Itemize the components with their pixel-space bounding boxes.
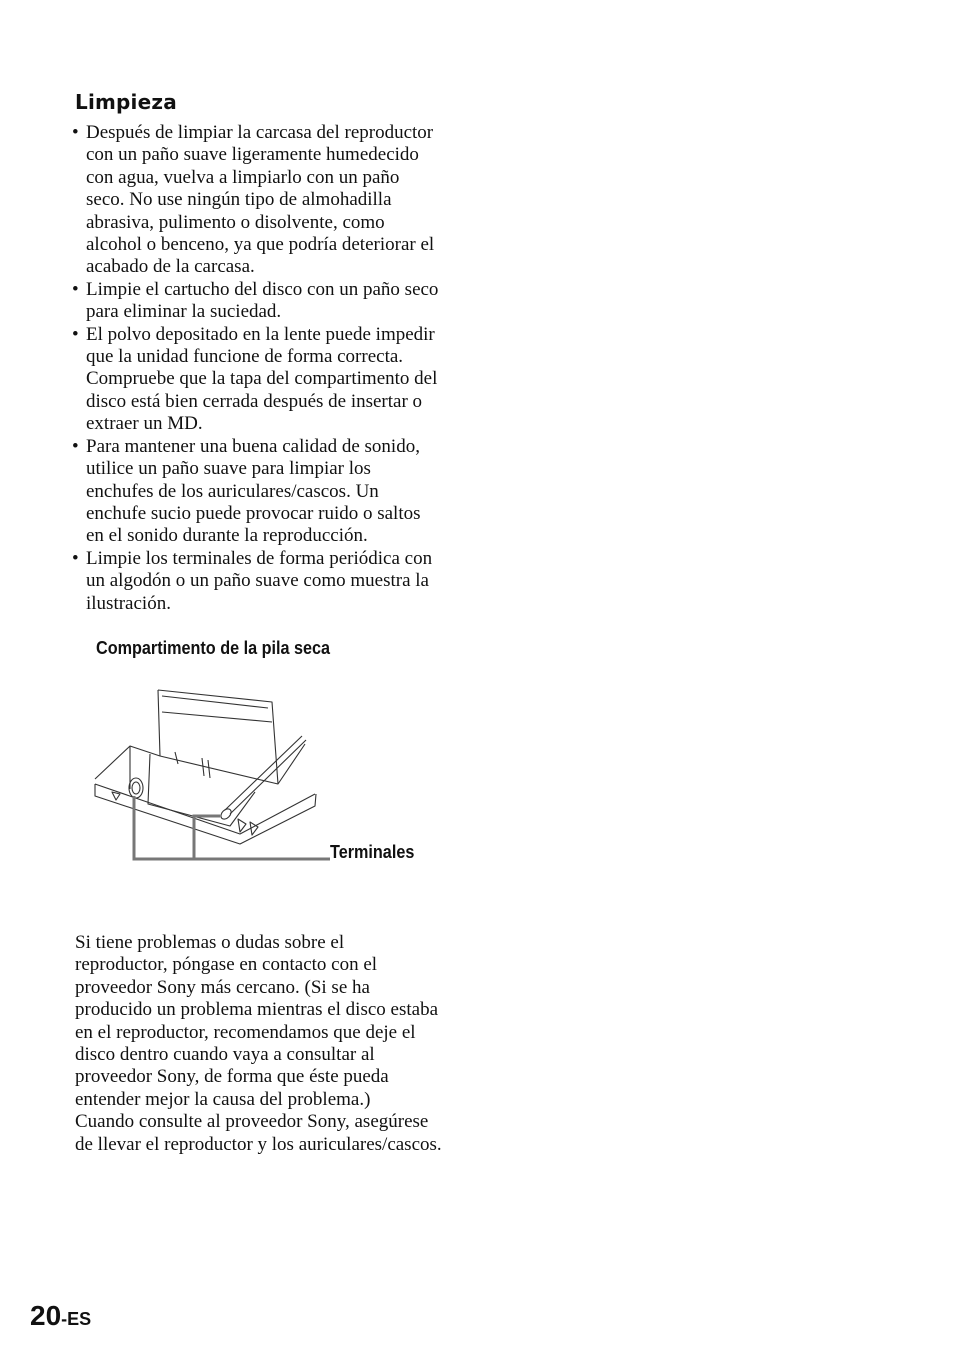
text-line: proveedor Sony, de forma que éste pueda (75, 1066, 389, 1088)
body-outline (95, 744, 316, 844)
text-line: extraer un MD. (86, 413, 203, 435)
page-language-suffix: -ES (61, 1309, 92, 1329)
bullet-item: • Limpie el cartucho del disco con un paño seco para eliminar la suciedad. (72, 279, 457, 324)
page-number-value: 20 (30, 1300, 62, 1331)
text-line: de llevar el reproductor y los auriculares/cascos. (75, 1133, 442, 1155)
text-line: en el reproductor, recomendamos que deje el (75, 1021, 416, 1043)
text-line: seco. No use ningún tipo de almohadilla (86, 189, 392, 211)
bullet-item: • El polvo depositado en la lente puede impedir que la unidad funcione de forma correcta. Compruebe que la tapa del compartimento del disco está bien cerrada después de insertar o extraer un MD. (72, 324, 457, 436)
text-line: con un paño suave ligeramente humedecido (86, 144, 419, 166)
text-line: reproductor, póngase en contacto con el (75, 954, 378, 976)
bullet-item: • Limpie los terminales de forma periódica con un algodón o un paño suave como muestra la ilustración. (72, 548, 457, 615)
page-number (30, 1300, 91, 1332)
bullet-item: • Después de limpiar la carcasa del reproductor con un paño suave ligeramente humedecido con agua, vuelva a limpiarlo con un paño seco. No use ningún tipo de almohadilla abrasiva, pulimento o disolvente, como alcohol o benceno, ya que podría deteriorar el acabado de la carcasa. (72, 122, 457, 279)
arrow-icon (238, 819, 258, 835)
text-line: Cuando consulte al proveedor Sony, asegúrese (75, 1111, 429, 1133)
text-line: producido un problema mientras el disco estaba (75, 999, 439, 1021)
text-line: en el sonido durante la reproducción. (86, 525, 368, 547)
text-line: alcohol o benceno, ya que podría deteriorar el (86, 234, 435, 256)
section-heading: Limpieza (75, 90, 177, 114)
text-line: Después de limpiar la carcasa del reproductor (86, 122, 434, 143)
figure-caption: Compartimento de la pila seca (96, 638, 331, 658)
text-line: ilustración. (86, 592, 171, 614)
contact-paragraph (75, 932, 465, 1156)
text-line: acabado de la carcasa. (86, 256, 255, 278)
text-line: disco está bien cerrada después de insertar o (86, 390, 423, 412)
terminals-label: Terminales (330, 842, 415, 862)
cotton-swab (225, 736, 306, 814)
text-line: para eliminar la suciedad. (86, 301, 282, 323)
text-line: enchufe sucio puede provocar ruido o saltos (86, 502, 421, 524)
text-line: El polvo depositado en la lente puede impedir (86, 323, 435, 345)
text-line: Si tiene problemas o dudas sobre el (75, 932, 345, 953)
bullet-item: • Para mantener una buena calidad de sonido, utilice un paño suave para limpiar los enchufes de los auriculares/cascos. Un enchufe sucio puede provocar ruido o saltos en el sonido durante la reproducción. (72, 436, 457, 548)
text-line: enchufes de los auriculares/cascos. Un (86, 480, 379, 502)
cleaning-bullet-list (72, 122, 457, 615)
text-line: proveedor Sony más cercano. (Si se ha (75, 976, 370, 998)
text-line: abrasiva, pulimento o disolvente, como (86, 211, 385, 233)
text-line: con agua, vuelva a limpiarlo con un paño (86, 166, 400, 188)
text-line: disco dentro cuando vaya a consultar al (75, 1044, 375, 1066)
callout-line (134, 796, 330, 859)
text-line: Compruebe que la tapa del compartimento del (86, 368, 438, 390)
text-line: Limpie los terminales de forma periódica con (86, 547, 433, 569)
battery-compartment-illustration (90, 684, 330, 869)
text-line: que la unidad funcione de forma correcta. (86, 346, 404, 368)
text-line: utilice un paño suave para limpiar los (86, 458, 371, 480)
text-line: entender mejor la causa del problema.) (75, 1088, 371, 1110)
text-line: Para mantener una buena calidad de sonido, (86, 435, 420, 457)
spring-icon (129, 778, 143, 798)
text-line: Limpie el cartucho del disco con un paño seco (86, 278, 439, 300)
text-line: un algodón o un paño suave como muestra la (86, 570, 429, 592)
